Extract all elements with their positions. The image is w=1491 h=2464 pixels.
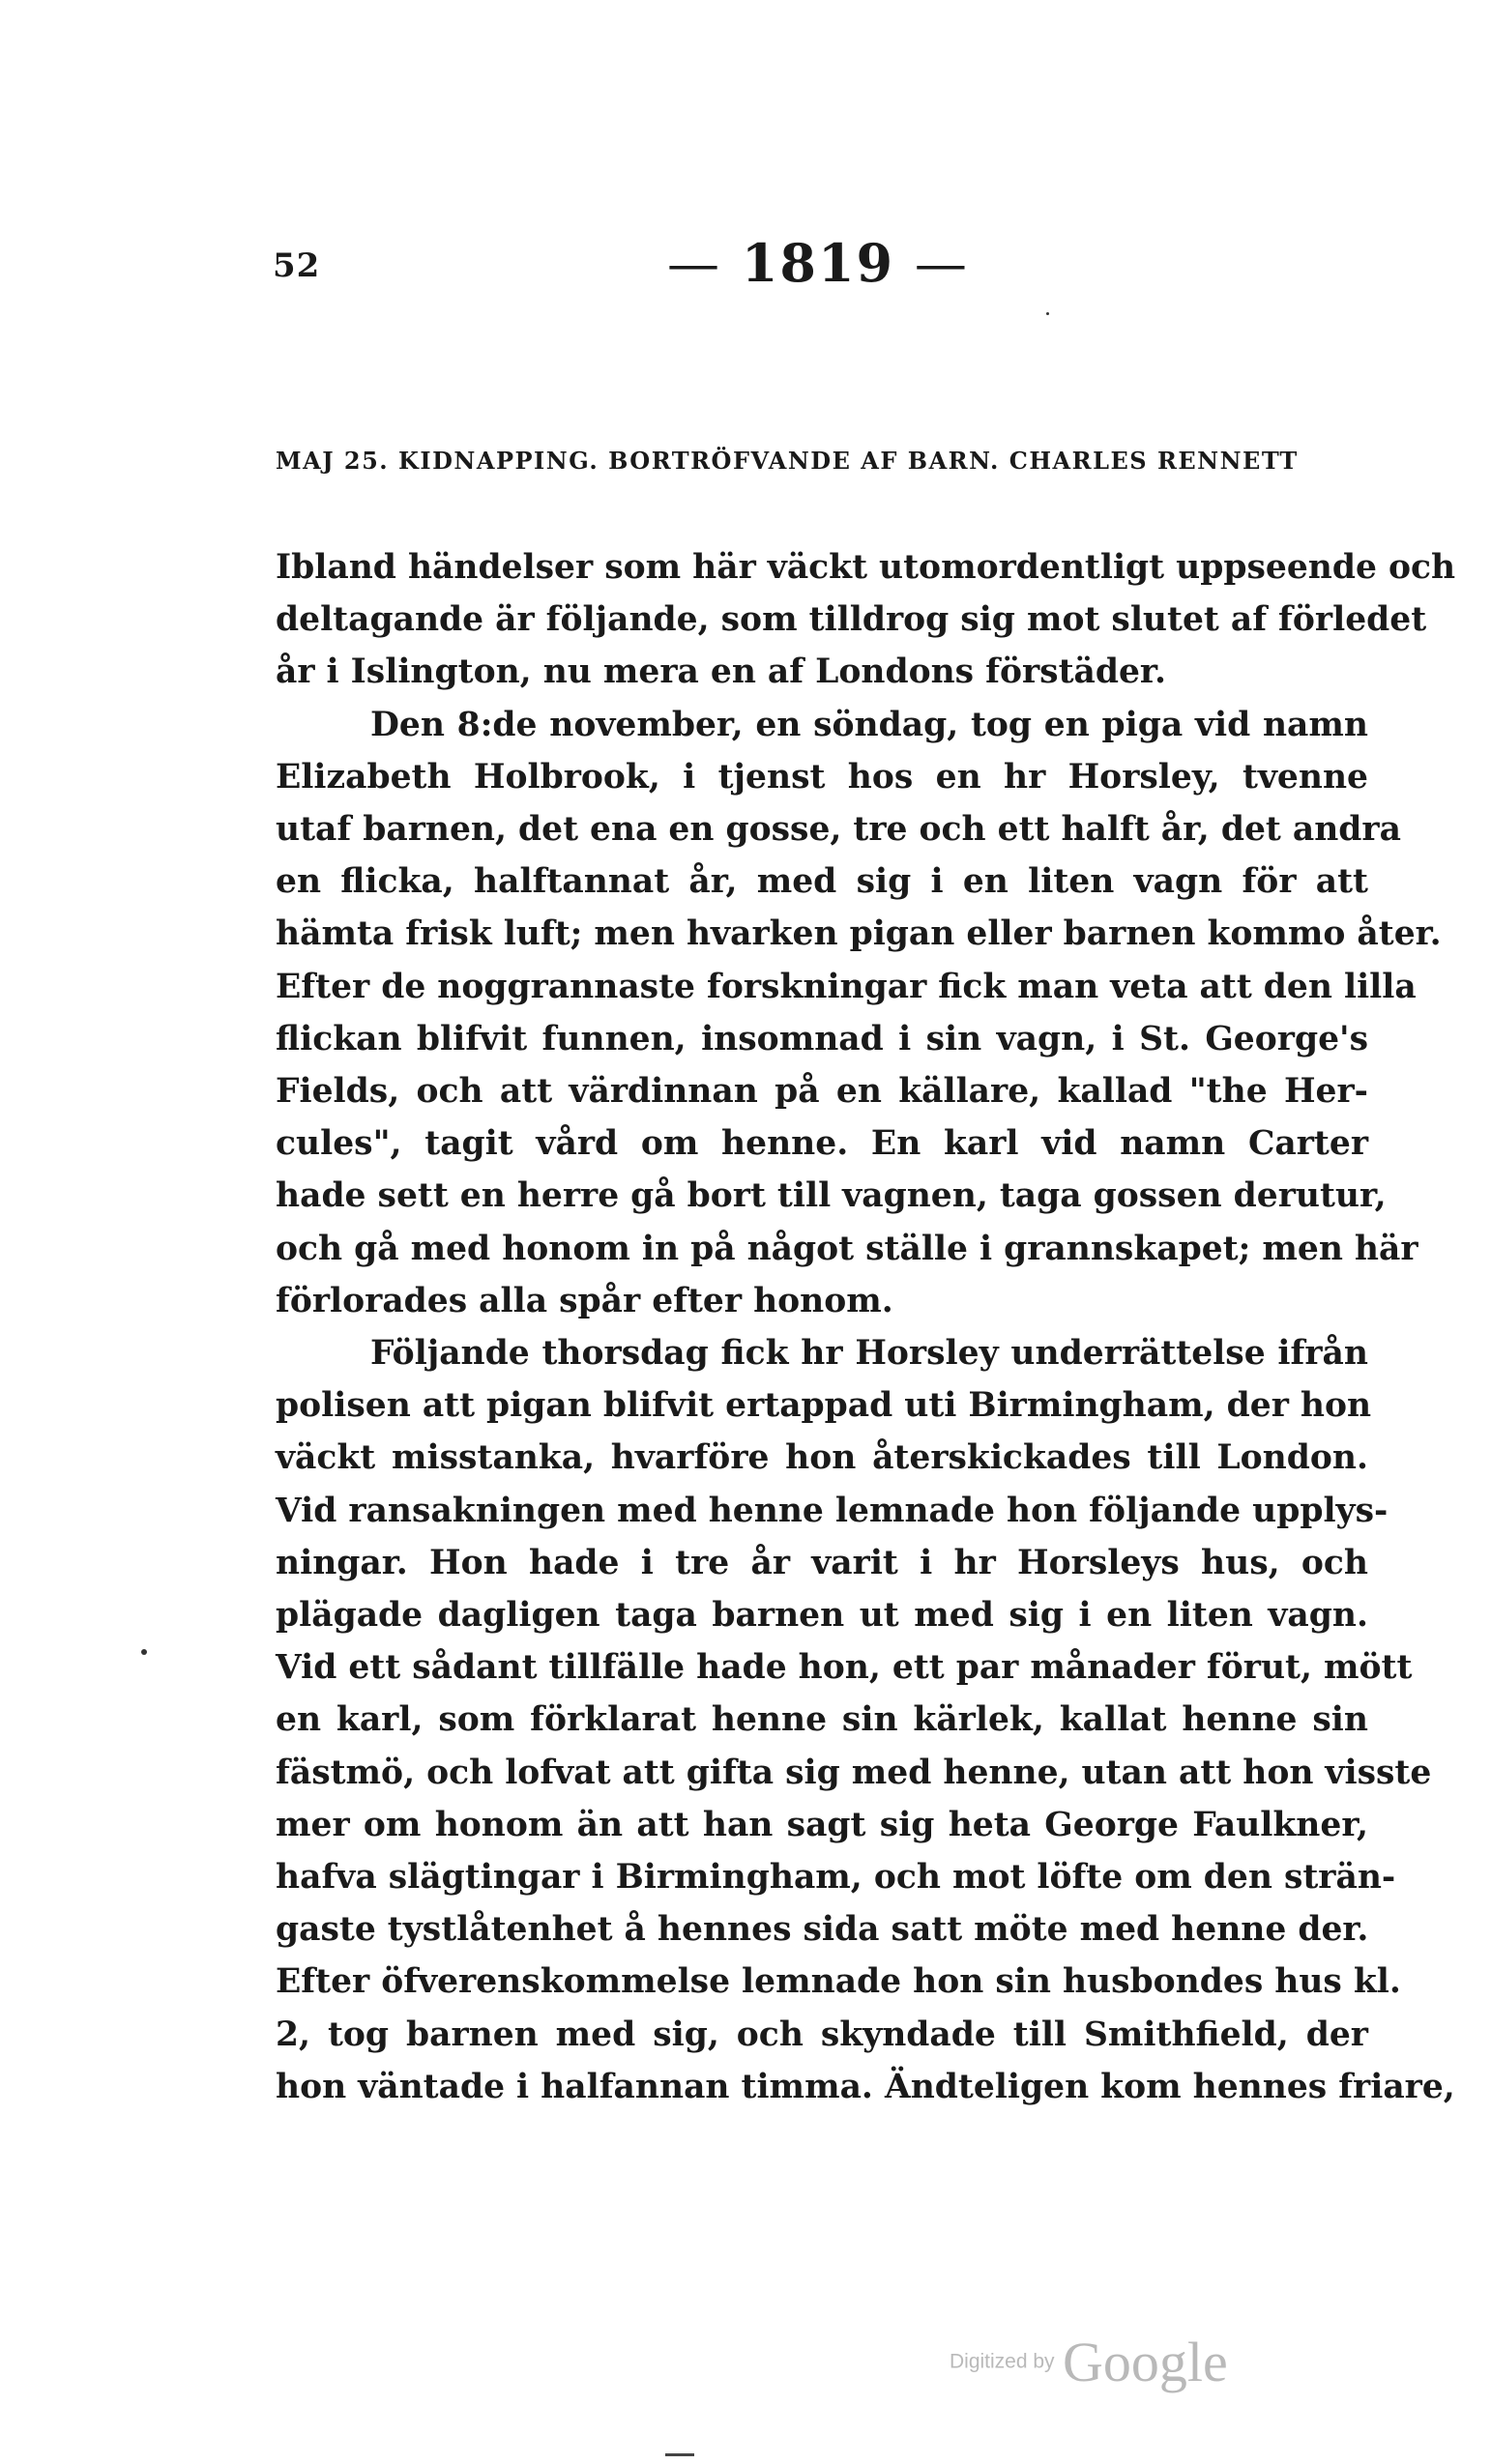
text-line: cules", tagit vård om henne. En karl vid namn Carter xyxy=(276,1124,1368,1164)
google-logo: Google xyxy=(1063,2331,1228,2393)
print-speck xyxy=(1046,312,1049,315)
running-head-year: 1819 xyxy=(741,232,895,294)
text-line: hon väntade i halfannan timma. Ändteligen kom hennes friare, xyxy=(276,2067,1455,2106)
text-line: Fields, och att värdinnan på en källare, kallad "the Her- xyxy=(276,1072,1368,1112)
text-line: gaste tystlåtenhet å hennes sida satt möte med henne der. xyxy=(276,1910,1369,1950)
page-number: 52 xyxy=(273,246,321,285)
text-line: Den 8:de november, en söndag, tog en piga vid namn xyxy=(370,705,1368,744)
text-line: Ibland händelser som här väckt utomordentligt uppseende och xyxy=(276,548,1456,587)
text-line: Elizabeth Holbrook, i tjenst hos en hr Horsley, tvenne xyxy=(276,757,1368,797)
print-speck xyxy=(141,1649,147,1655)
text-line: Efter de noggrannaste forskningar fick man veta att den lilla xyxy=(276,967,1417,1006)
text-line: plägade dagligen taga barnen ut med sig i en liten vagn. xyxy=(276,1596,1368,1636)
running-head xyxy=(667,232,969,294)
digitized-watermark xyxy=(950,2330,1228,2394)
text-line: år i Islington, nu mera en af Londons förstäder. xyxy=(276,652,1166,692)
text-line: väckt misstanka, hvarföre hon återskickades till London. xyxy=(276,1438,1368,1478)
text-line: polisen att pigan blifvit ertappad uti Birmingham, der hon xyxy=(276,1386,1372,1426)
text-line: fästmö, och lofvat att gifta sig med henne, utan att hon visste xyxy=(276,1753,1432,1792)
body-text xyxy=(276,541,1456,2113)
text-line: hämta frisk luft; men hvarken pigan eller barnen kommo åter. xyxy=(276,914,1442,954)
running-head-dash-left: — xyxy=(667,233,721,294)
text-line: deltagande är följande, som tilldrog sig mot slutet af förledet xyxy=(276,600,1427,640)
text-line: förlorades alla spår efter honom. xyxy=(276,1281,893,1320)
text-line: flickan blifvit funnen, insomnad i sin vagn, i St. George's xyxy=(276,1019,1368,1058)
text-line: utaf barnen, det ena en gosse, tre och ett halft år, det andra xyxy=(276,810,1401,850)
text-line: Följande thorsdag fick hr Horsley underrättelse ifrån xyxy=(370,1334,1368,1374)
watermark-prefix: Digitized by xyxy=(950,2350,1055,2373)
text-line: ningar. Hon hade i tre år varit i hr Horsleys hus, och xyxy=(276,1543,1368,1582)
bottom-rule xyxy=(665,2453,694,2456)
text-line: mer om honom än att han sagt sig heta George Faulkner, xyxy=(276,1805,1368,1844)
text-line: Efter öfverenskommelse lemnade hon sin husbondes hus kl. xyxy=(276,1962,1401,2002)
section-heading: MAJ 25. KIDNAPPING. BORTRÖFVANDE AF BARN. CHARLES RENNETT xyxy=(276,447,1299,475)
text-line: hafva slägtingar i Birmingham, och mot löfte om den strän- xyxy=(276,1858,1396,1898)
text-line: hade sett en herre gå bort till vagnen, taga gossen derutur, xyxy=(276,1176,1387,1216)
text-line: och gå med honom in på något ställe i grannskapet; men här xyxy=(276,1229,1418,1268)
text-line: Vid ett sådant tillfälle hade hon, ett par månader förut, mött xyxy=(276,1648,1413,1688)
text-line: en karl, som förklarat henne sin kärlek, kallat henne sin xyxy=(276,1700,1368,1740)
text-line: 2, tog barnen med sig, och skyndade till Smithfield, der xyxy=(276,2015,1368,2054)
text-line: en flicka, halftannat år, med sig i en liten vagn för att xyxy=(276,862,1368,902)
running-head-dash-right: — xyxy=(914,233,969,294)
text-line: Vid ransakningen med henne lemnade hon följande upplys- xyxy=(276,1491,1389,1530)
